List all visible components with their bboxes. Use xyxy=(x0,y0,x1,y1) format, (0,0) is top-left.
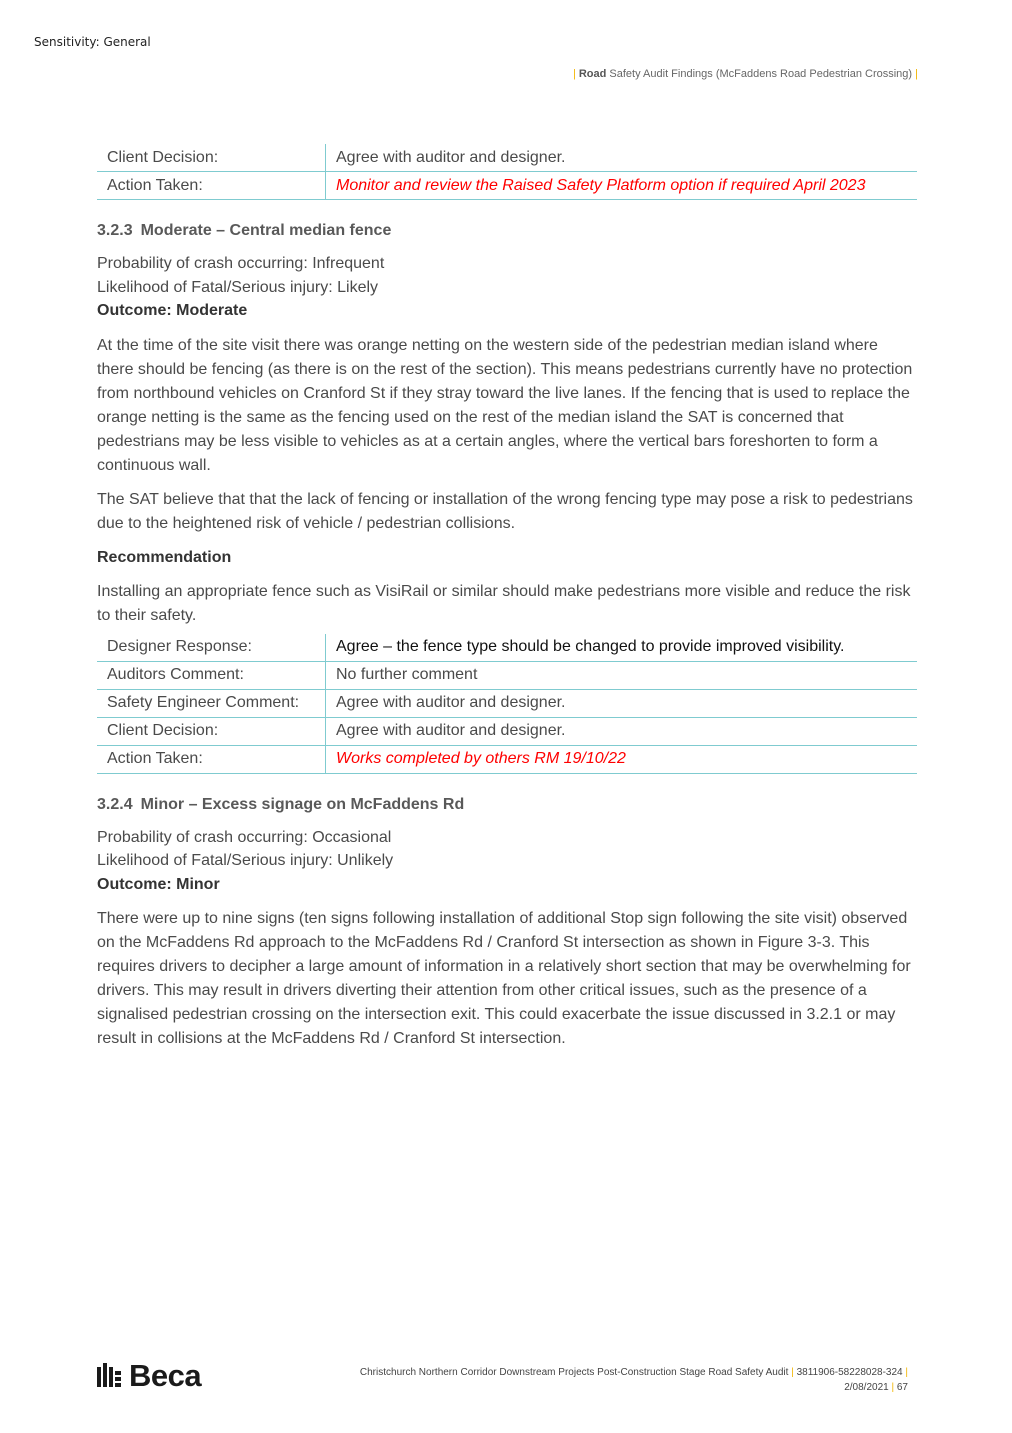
recommendation-heading: Recommendation xyxy=(97,548,232,566)
page-number: 67 xyxy=(896,1382,908,1393)
action-taken-value: Works completed by others RM 19/10/22 xyxy=(326,745,918,773)
sensitivity-label: Sensitivity: General xyxy=(34,35,151,49)
table-value: Agree with auditor and designer. xyxy=(326,689,918,717)
table-label: Safety Engineer Comment: xyxy=(97,689,326,717)
likelihood-text: Likelihood of Fatal/Serious injury: Unlikely xyxy=(97,852,394,869)
running-header-title: Safety Audit Findings (McFaddens Road Pedestrian Crossing) xyxy=(609,68,913,80)
risk-block-3-2-3 xyxy=(97,252,917,323)
beca-wordmark: Beca xyxy=(129,1358,202,1393)
section-number: 3.2.3 xyxy=(97,222,133,239)
beca-mark-icon xyxy=(97,1363,123,1389)
table-row xyxy=(97,661,917,689)
section-heading-3-2-3 xyxy=(97,222,917,240)
running-header-bold: Road xyxy=(578,68,607,80)
recommendation-text: Installing an appropriate fence such as VisiRail or similar should make pedestrians more visible and reduce the risk to their safety. xyxy=(97,582,911,624)
response-table-3-2-3 xyxy=(97,634,917,774)
body-paragraph: There were up to nine signs (ten signs following installation of additional Stop sign following the site visit) observed on the McFaddens Rd approach to the McFaddens Rd / Cranford St intersection as shown in Figure 3-3. This requires drivers to decipher a large amount of information in a relatively short section that may be overwhelming for drivers. This may result in drivers diverting their attention from other critical issues, such as the presence of a signalised pedestrian crossing on the intersection exit. This could exacerbate the issue discussed in 3.2.1 or may result in collisions at the McFaddens Rd / Cranford St intersection. xyxy=(97,910,911,1047)
section-title: Minor – Excess signage on McFaddens Rd xyxy=(140,795,465,813)
table-row xyxy=(97,172,917,200)
table-label: Designer Response: xyxy=(97,634,326,662)
risk-block-3-2-4 xyxy=(97,826,917,897)
outcome-text: Outcome: Moderate xyxy=(97,302,248,319)
footer-line-1: Christchurch Northern Corridor Downstream Projects Post-Construction Stage Road Safety Audit | 3811906-58228028-324 | xyxy=(359,1367,908,1378)
outcome-text: Outcome: Minor xyxy=(97,875,220,893)
probability-text: Probability of crash occurring: Occasional xyxy=(97,828,392,846)
table-label: Action Taken: xyxy=(97,745,326,773)
table-value: Agree – the fence type should be changed to provide improved visibility. xyxy=(326,634,918,662)
table-value: Agree with auditor and designer. xyxy=(326,717,918,745)
table-row xyxy=(97,634,917,662)
probability-text: Probability of crash occurring: Infrequent xyxy=(97,255,385,272)
response-table-top xyxy=(97,144,917,200)
body-paragraph: The SAT believe that that the lack of fencing or installation of the wrong fencing type may pose a risk to pedestrians due to the heightened risk of vehicle / pedestrian collisions. xyxy=(97,490,913,532)
table-row xyxy=(97,717,917,745)
table-label: Action Taken: xyxy=(97,172,326,200)
table-value: Agree with auditor and designer. xyxy=(326,144,918,172)
body-paragraph: At the time of the site visit there was orange netting on the western side of the pedestrian median island where there should be fencing (as there is on the rest of the section). This means pedestrians currently have no protection from northbound vehicles on Cranford St if they stray toward the live lanes. If the fencing that is used to replace the orange netting is the same as the fencing used on the rest of the median island the SAT is concerned that pedestrians may be less visible to vehicles as at a certain angles, where the vertical bars foreshorten to form a continuous wall. xyxy=(97,336,913,474)
footer-line-2: 2/08/2021 | 67 xyxy=(844,1382,908,1393)
beca-logo xyxy=(97,1358,202,1393)
section-heading-3-2-4 xyxy=(97,796,917,814)
likelihood-text: Likelihood of Fatal/Serious injury: Likely xyxy=(97,278,379,296)
table-label: Client Decision: xyxy=(97,717,326,745)
table-row xyxy=(97,745,917,773)
table-row xyxy=(97,689,917,717)
table-label: Client Decision: xyxy=(97,144,326,172)
table-value: No further comment xyxy=(326,661,918,689)
footer-date: 2/08/2021 xyxy=(844,1382,889,1393)
page-footer xyxy=(360,1365,908,1395)
table-row xyxy=(97,144,917,172)
footer-doc-number: 3811906-58228028-324 xyxy=(796,1367,903,1378)
page-content xyxy=(97,144,917,1051)
action-taken-value: Monitor and review the Raised Safety Platform option if required April 2023 xyxy=(326,172,918,200)
footer-project: Christchurch Northern Corridor Downstream Projects Post-Construction Stage Road Safety Audit xyxy=(359,1367,789,1378)
running-header: | Road Safety Audit Findings (McFaddens Road Pedestrian Crossing) | xyxy=(572,68,918,80)
section-title: Moderate – Central median fence xyxy=(140,222,392,239)
table-label: Auditors Comment: xyxy=(97,661,326,689)
section-number: 3.2.4 xyxy=(97,795,133,813)
